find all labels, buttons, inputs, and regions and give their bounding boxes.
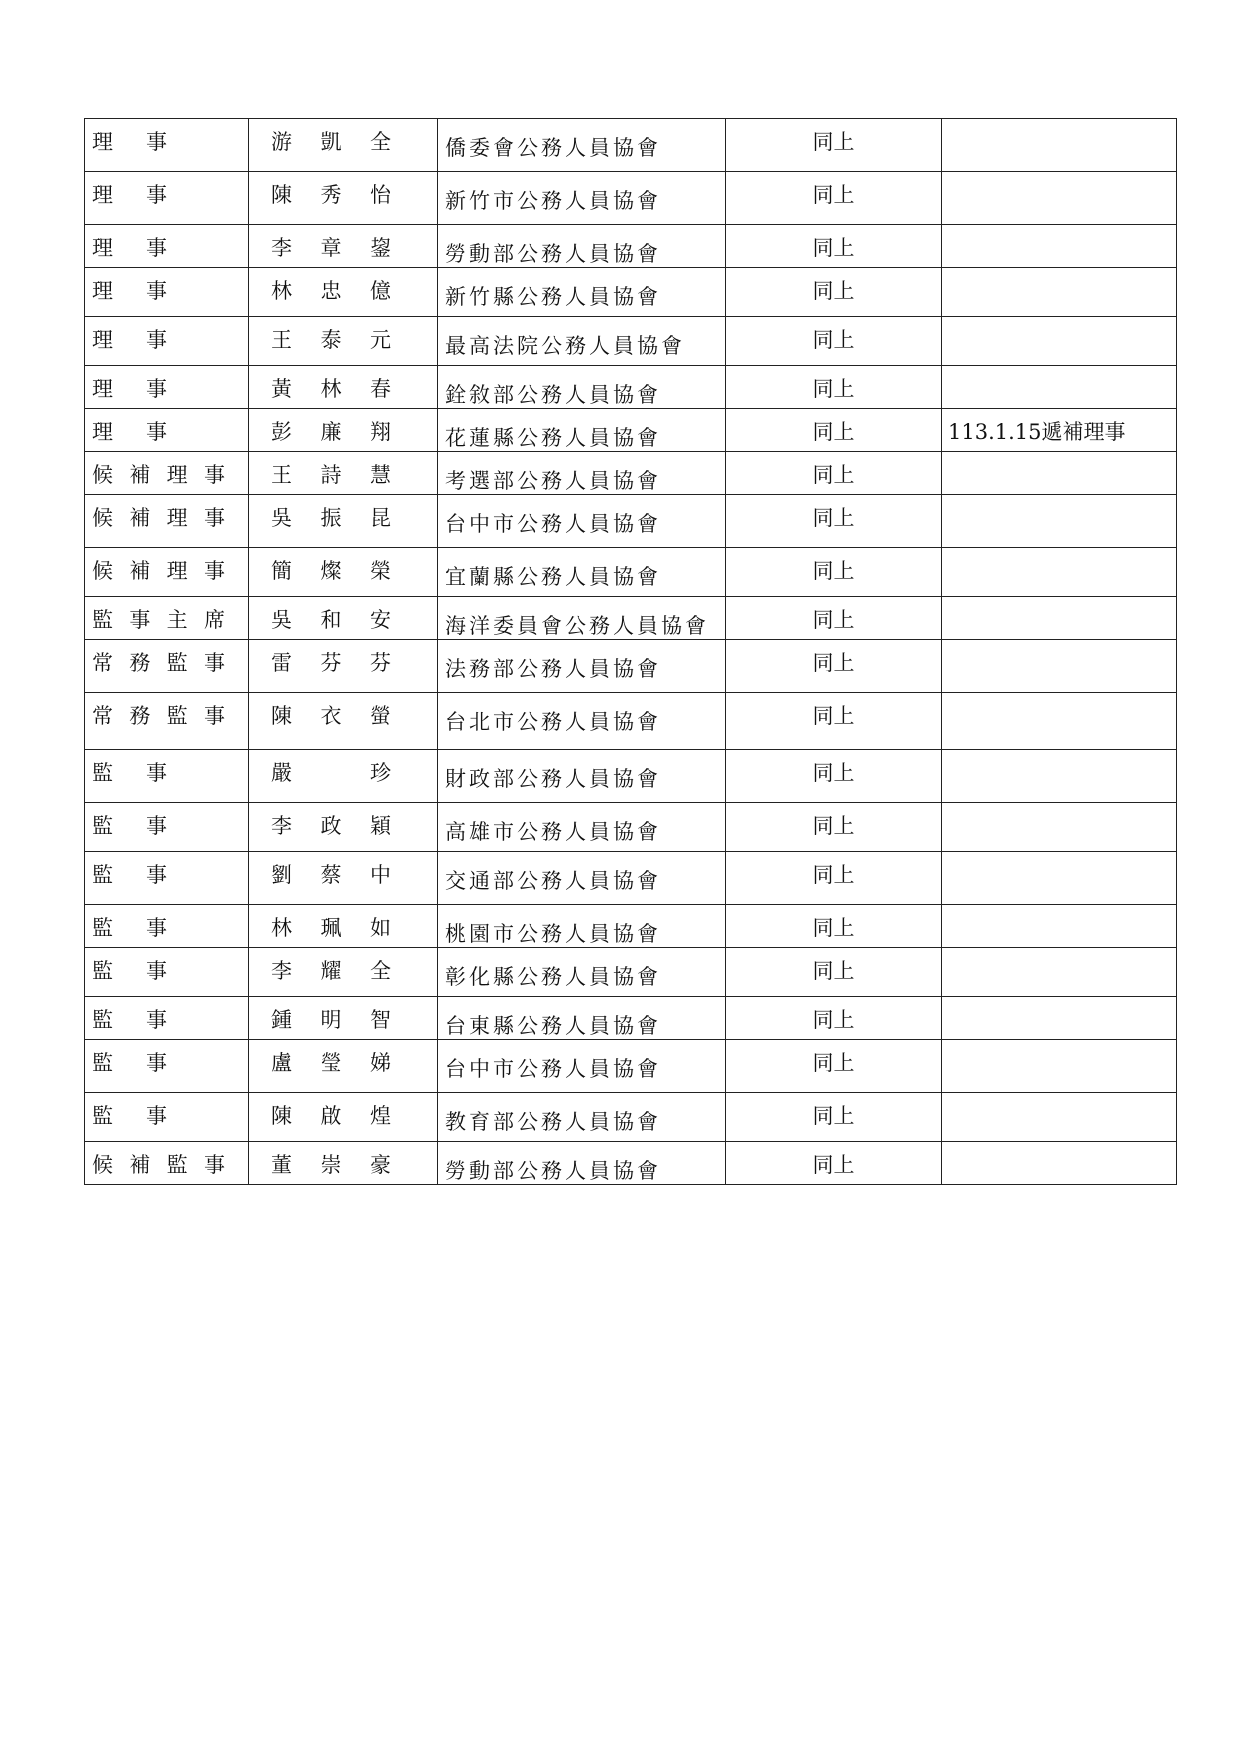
term-cell: 同上 xyxy=(726,852,942,905)
title-cell: 候 補 理 事 xyxy=(85,548,249,597)
note-cell xyxy=(942,803,1177,852)
table-row xyxy=(85,1093,1177,1142)
roster-table-body xyxy=(85,119,1177,1185)
note-cell xyxy=(942,548,1177,597)
term-cell: 同上 xyxy=(726,640,942,693)
organization-cell: 法務部公務人員協會 xyxy=(438,640,726,693)
term-cell: 同上 xyxy=(726,268,942,317)
title-cell: 監 事 xyxy=(85,948,249,997)
title-cell: 理 事 xyxy=(85,317,249,366)
table-row xyxy=(85,268,1177,317)
organization-cell: 新竹市公務人員協會 xyxy=(438,172,726,225)
note-cell xyxy=(942,597,1177,640)
note-cell xyxy=(942,452,1177,495)
name-cell: 吳 和 安 xyxy=(249,597,438,640)
name-cell: 李 耀 全 xyxy=(249,948,438,997)
organization-cell: 彰化縣公務人員協會 xyxy=(438,948,726,997)
note-cell xyxy=(942,997,1177,1040)
note-cell xyxy=(942,750,1177,803)
table-row xyxy=(85,905,1177,948)
term-cell: 同上 xyxy=(726,750,942,803)
title-cell: 常 務 監 事 xyxy=(85,693,249,750)
table-row xyxy=(85,597,1177,640)
note-cell xyxy=(942,1093,1177,1142)
organization-cell: 交通部公務人員協會 xyxy=(438,852,726,905)
name-cell: 盧 瑩 娣 xyxy=(249,1040,438,1093)
organization-cell: 新竹縣公務人員協會 xyxy=(438,268,726,317)
table-row xyxy=(85,452,1177,495)
title-cell: 理 事 xyxy=(85,119,249,172)
organization-cell: 僑委會公務人員協會 xyxy=(438,119,726,172)
name-cell: 吳 振 昆 xyxy=(249,495,438,548)
term-cell: 同上 xyxy=(726,905,942,948)
name-cell: 王 泰 元 xyxy=(249,317,438,366)
organization-cell: 花蓮縣公務人員協會 xyxy=(438,409,726,452)
name-cell: 林 珮 如 xyxy=(249,905,438,948)
title-cell: 理 事 xyxy=(85,366,249,409)
organization-cell: 海洋委員會公務人員協會 xyxy=(438,597,726,640)
term-cell: 同上 xyxy=(726,409,942,452)
title-cell: 監 事 xyxy=(85,905,249,948)
table-row xyxy=(85,1142,1177,1185)
table-row xyxy=(85,1040,1177,1093)
name-cell: 黃 林 春 xyxy=(249,366,438,409)
table-row xyxy=(85,548,1177,597)
term-cell: 同上 xyxy=(726,119,942,172)
table-row xyxy=(85,948,1177,997)
title-cell: 理 事 xyxy=(85,409,249,452)
table-row xyxy=(85,852,1177,905)
table-row xyxy=(85,693,1177,750)
note-cell xyxy=(942,852,1177,905)
note-cell xyxy=(942,640,1177,693)
organization-cell: 高雄市公務人員協會 xyxy=(438,803,726,852)
table-row xyxy=(85,225,1177,268)
name-cell: 雷 芬 芬 xyxy=(249,640,438,693)
title-cell: 理 事 xyxy=(85,268,249,317)
roster-table xyxy=(84,118,1177,1185)
note-cell xyxy=(942,225,1177,268)
name-cell: 董 崇 豪 xyxy=(249,1142,438,1185)
table-row xyxy=(85,366,1177,409)
note-cell xyxy=(942,495,1177,548)
term-cell: 同上 xyxy=(726,597,942,640)
name-cell: 李 章 鋆 xyxy=(249,225,438,268)
title-cell: 監 事 xyxy=(85,852,249,905)
title-cell: 監 事 xyxy=(85,1040,249,1093)
table-row xyxy=(85,409,1177,452)
organization-cell: 教育部公務人員協會 xyxy=(438,1093,726,1142)
name-cell: 王 詩 慧 xyxy=(249,452,438,495)
title-cell: 監 事 xyxy=(85,997,249,1040)
note-cell: 113.1.15遞補理事 xyxy=(942,409,1177,452)
term-cell: 同上 xyxy=(726,1093,942,1142)
name-cell: 陳 衣 螢 xyxy=(249,693,438,750)
table-row xyxy=(85,317,1177,366)
note-cell xyxy=(942,693,1177,750)
name-cell: 游 凱 全 xyxy=(249,119,438,172)
name-cell: 嚴 珍 xyxy=(249,750,438,803)
organization-cell: 最高法院公務人員協會 xyxy=(438,317,726,366)
title-cell: 監 事 xyxy=(85,803,249,852)
organization-cell: 財政部公務人員協會 xyxy=(438,750,726,803)
name-cell: 李 政 穎 xyxy=(249,803,438,852)
title-cell: 候 補 理 事 xyxy=(85,452,249,495)
organization-cell: 勞動部公務人員協會 xyxy=(438,1142,726,1185)
term-cell: 同上 xyxy=(726,225,942,268)
organization-cell: 台中市公務人員協會 xyxy=(438,1040,726,1093)
term-cell: 同上 xyxy=(726,452,942,495)
name-cell: 陳 秀 怡 xyxy=(249,172,438,225)
title-cell: 候 補 理 事 xyxy=(85,495,249,548)
term-cell: 同上 xyxy=(726,317,942,366)
title-cell: 監 事 xyxy=(85,1093,249,1142)
name-cell: 林 忠 億 xyxy=(249,268,438,317)
organization-cell: 考選部公務人員協會 xyxy=(438,452,726,495)
organization-cell: 銓敘部公務人員協會 xyxy=(438,366,726,409)
organization-cell: 台中市公務人員協會 xyxy=(438,495,726,548)
note-cell xyxy=(942,119,1177,172)
title-cell: 常 務 監 事 xyxy=(85,640,249,693)
table-row xyxy=(85,119,1177,172)
note-cell xyxy=(942,948,1177,997)
name-cell: 劉 蔡 中 xyxy=(249,852,438,905)
note-cell xyxy=(942,366,1177,409)
term-cell: 同上 xyxy=(726,366,942,409)
term-cell: 同上 xyxy=(726,495,942,548)
title-cell: 理 事 xyxy=(85,225,249,268)
note-cell xyxy=(942,172,1177,225)
term-cell: 同上 xyxy=(726,803,942,852)
title-cell: 理 事 xyxy=(85,172,249,225)
note-cell xyxy=(942,317,1177,366)
term-cell: 同上 xyxy=(726,1040,942,1093)
note-cell xyxy=(942,905,1177,948)
name-cell: 陳 啟 煌 xyxy=(249,1093,438,1142)
table-row xyxy=(85,803,1177,852)
name-cell: 鍾 明 智 xyxy=(249,997,438,1040)
title-cell: 候 補 監 事 xyxy=(85,1142,249,1185)
table-row xyxy=(85,750,1177,803)
organization-cell: 台東縣公務人員協會 xyxy=(438,997,726,1040)
organization-cell: 台北市公務人員協會 xyxy=(438,693,726,750)
organization-cell: 宜蘭縣公務人員協會 xyxy=(438,548,726,597)
table-row xyxy=(85,172,1177,225)
term-cell: 同上 xyxy=(726,1142,942,1185)
term-cell: 同上 xyxy=(726,693,942,750)
term-cell: 同上 xyxy=(726,948,942,997)
table-row xyxy=(85,495,1177,548)
term-cell: 同上 xyxy=(726,997,942,1040)
term-cell: 同上 xyxy=(726,548,942,597)
title-cell: 監 事 xyxy=(85,750,249,803)
name-cell: 彭 廉 翔 xyxy=(249,409,438,452)
note-cell xyxy=(942,1142,1177,1185)
name-cell: 簡 燦 榮 xyxy=(249,548,438,597)
organization-cell: 勞動部公務人員協會 xyxy=(438,225,726,268)
organization-cell: 桃園市公務人員協會 xyxy=(438,905,726,948)
table-row xyxy=(85,997,1177,1040)
table-row xyxy=(85,640,1177,693)
note-cell xyxy=(942,1040,1177,1093)
note-cell xyxy=(942,268,1177,317)
title-cell: 監 事 主 席 xyxy=(85,597,249,640)
term-cell: 同上 xyxy=(726,172,942,225)
